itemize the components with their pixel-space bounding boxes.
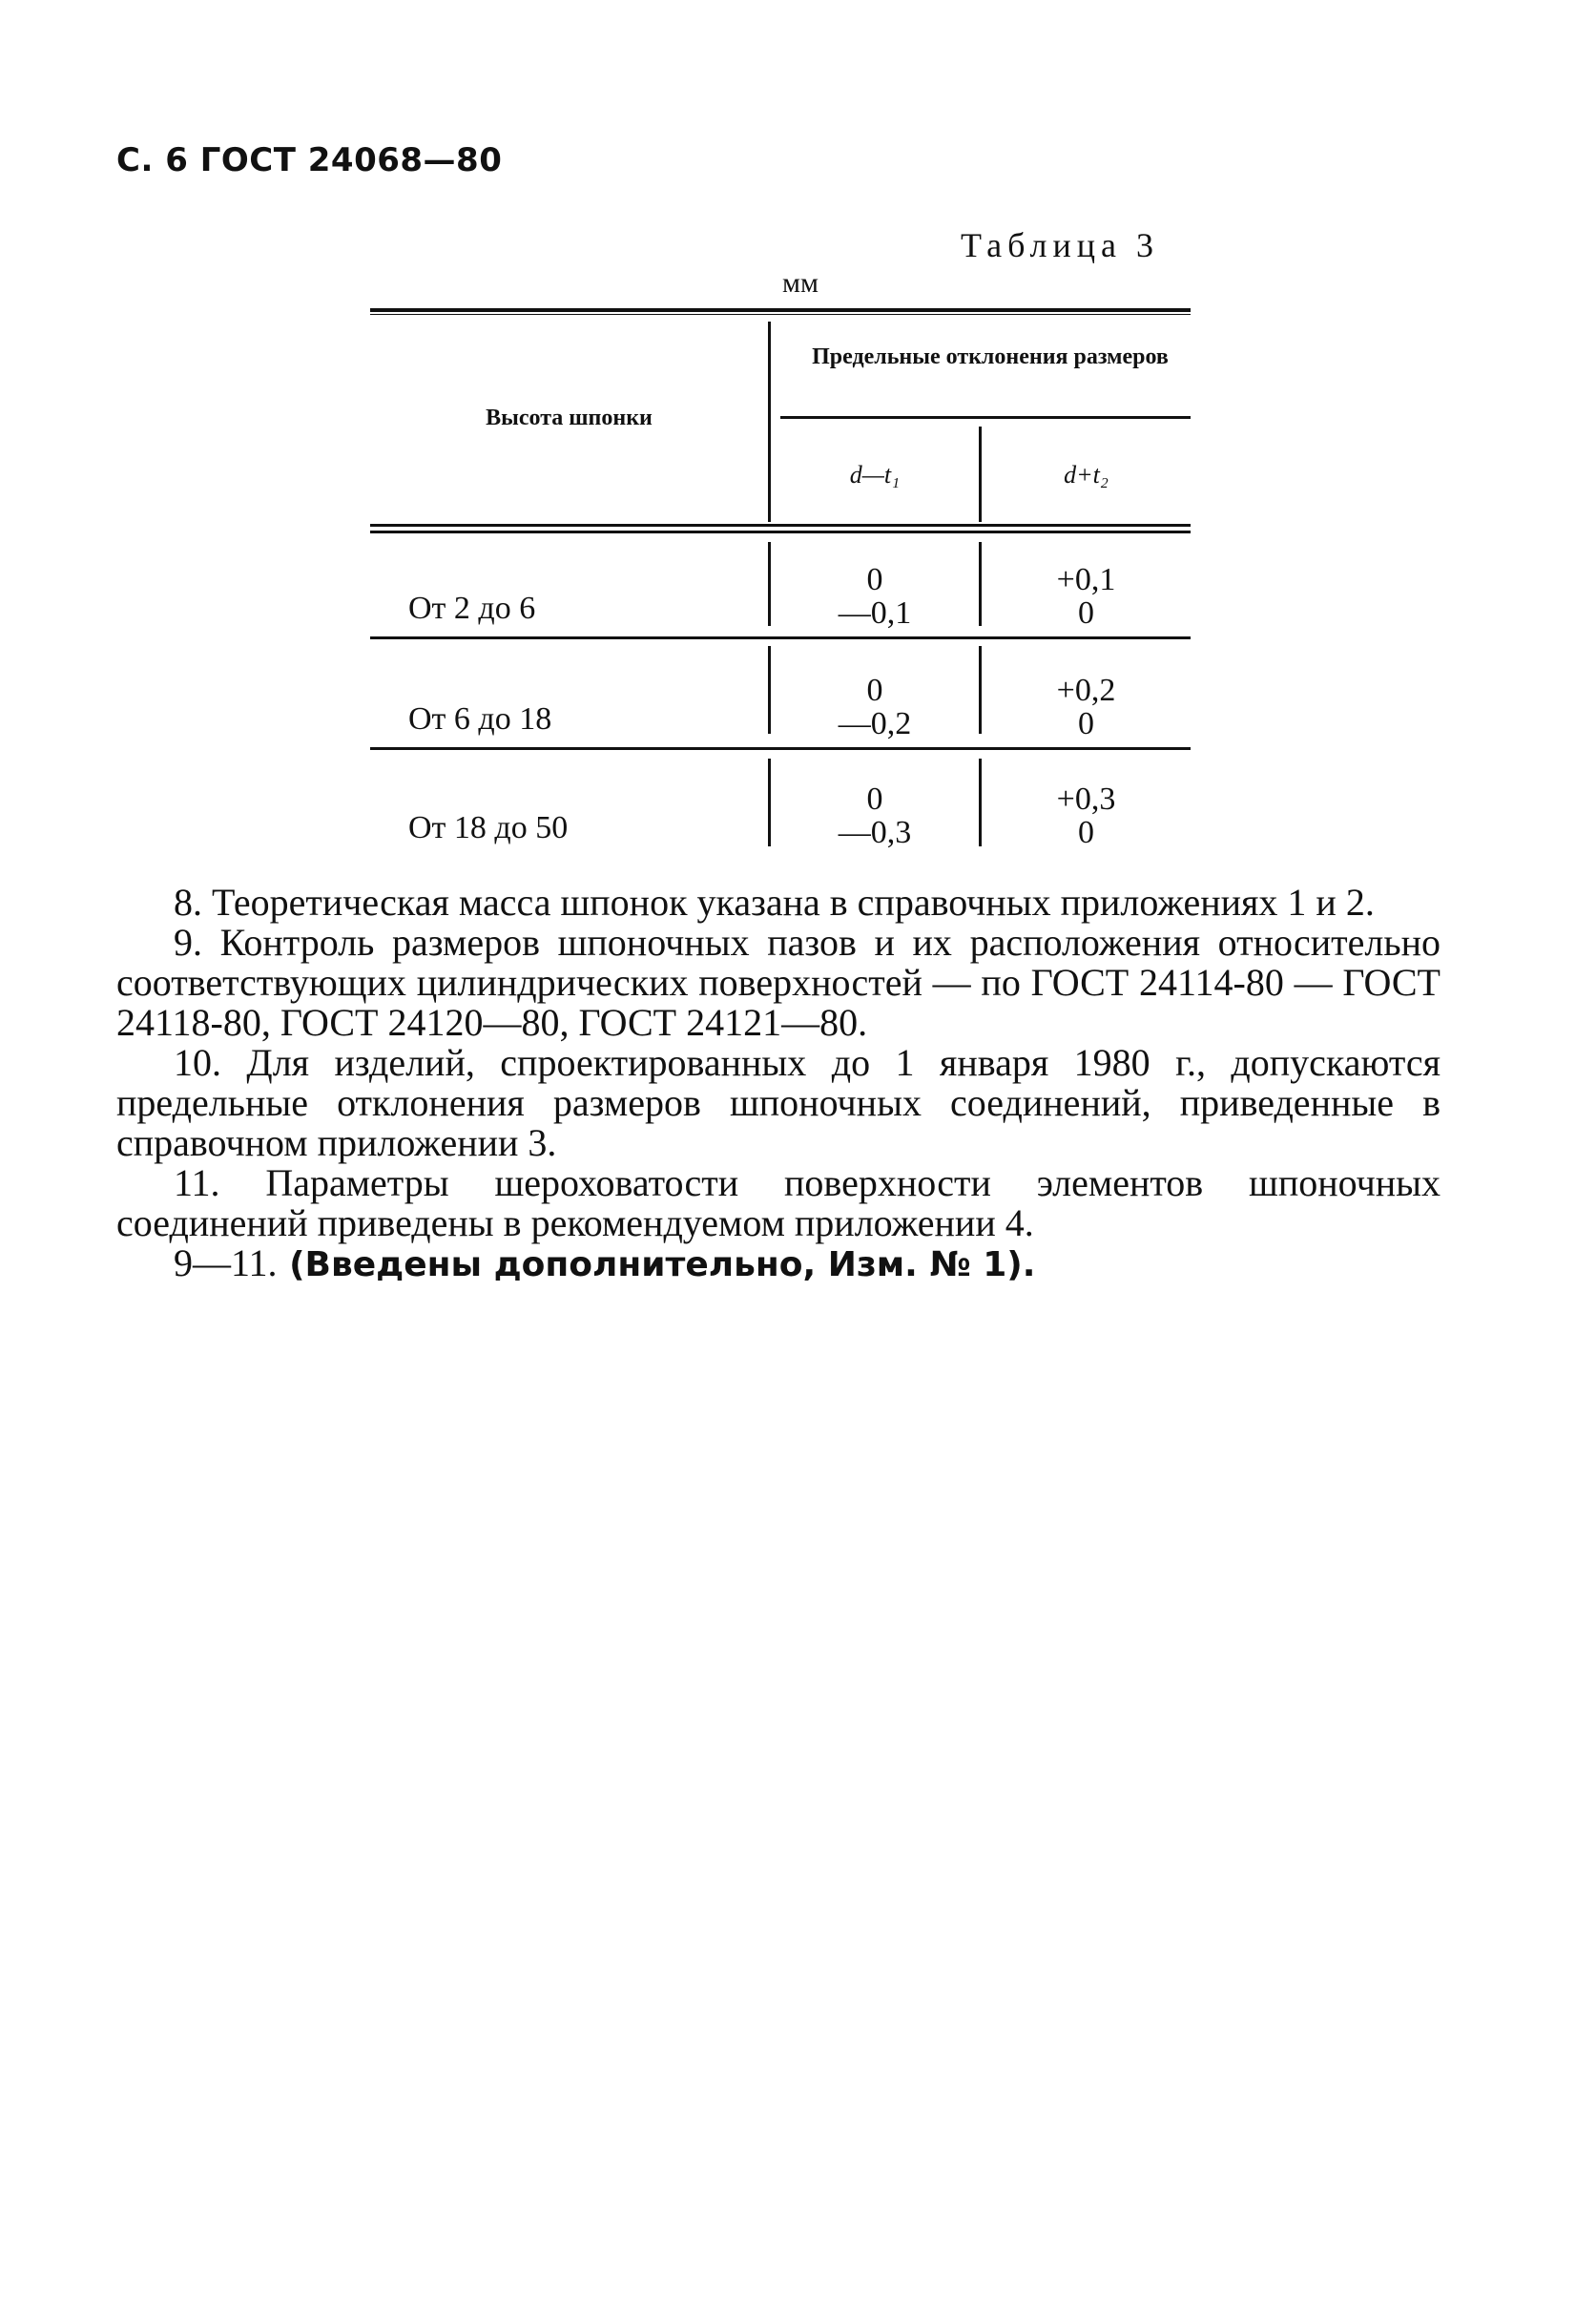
paragraph-8: 8. Теоретическая масса шпонок указана в справочных приложениях 1 и 2. [174,881,1375,924]
header-key-height: Высота шпонки [486,406,653,430]
amendment-note-text: (Введены дополнительно, Изм. № 1). [289,1245,1036,1284]
row-height: От 6 до 18 [408,701,552,737]
header-group-deviations: Предельные отклонения размеров [812,344,1169,369]
cell-d-plus-t2-lower: 0 [1078,815,1094,850]
cell-d-minus-t1-lower: —0,2 [838,706,912,741]
paragraph-10: 10. Для изделий, спроектированных до 1 января 1980 г., допускаются предельные отклонения размеров шпоночных соединений, приведенные в справочном приложении 3. [116,1041,1441,1164]
paragraph-9: 9. Контроль размеров шпоночных пазов и их расположения относительно соответствующих цилиндрических поверхностей — по ГОСТ 24114-80 — ГОСТ 24118-80, ГОСТ 24120—80, ГОСТ 24121—80. [116,921,1441,1044]
cell-d-minus-t1-lower: —0,3 [838,815,912,850]
cell-d-minus-t1-upper: 0 [866,562,883,597]
cell-d-plus-t2-upper: +0,3 [1056,781,1116,817]
row-height: От 2 до 6 [408,591,536,626]
table-title: Таблица 3 [961,226,1159,264]
body-text [116,883,1441,1285]
header-d-minus-t1: d—t₁ [849,461,901,489]
amendment-note-number: 9—11. [174,1241,278,1284]
cell-d-minus-t1-lower: —0,1 [838,595,912,631]
cell-d-plus-t2-lower: 0 [1078,706,1094,741]
table-units: мм [782,267,819,299]
cell-d-minus-t1-upper: 0 [866,673,883,708]
running-title: С. 6 ГОСТ 24068—80 [116,141,503,179]
cell-d-plus-t2-upper: +0,2 [1056,673,1116,708]
tolerance-table [370,308,1191,862]
header-d-plus-t2: d+t₂ [1064,461,1109,489]
cell-d-plus-t2-lower: 0 [1078,595,1094,631]
cell-d-minus-t1-upper: 0 [866,781,883,817]
amendment-note [116,1243,1441,1285]
cell-d-plus-t2-upper: +0,1 [1056,562,1116,597]
paragraph-11: 11. Параметры шероховатости поверхности элементов шпоночных соединений приведены в рекомендуемом приложении 4. [116,1161,1441,1244]
row-height: От 18 до 50 [408,810,569,845]
